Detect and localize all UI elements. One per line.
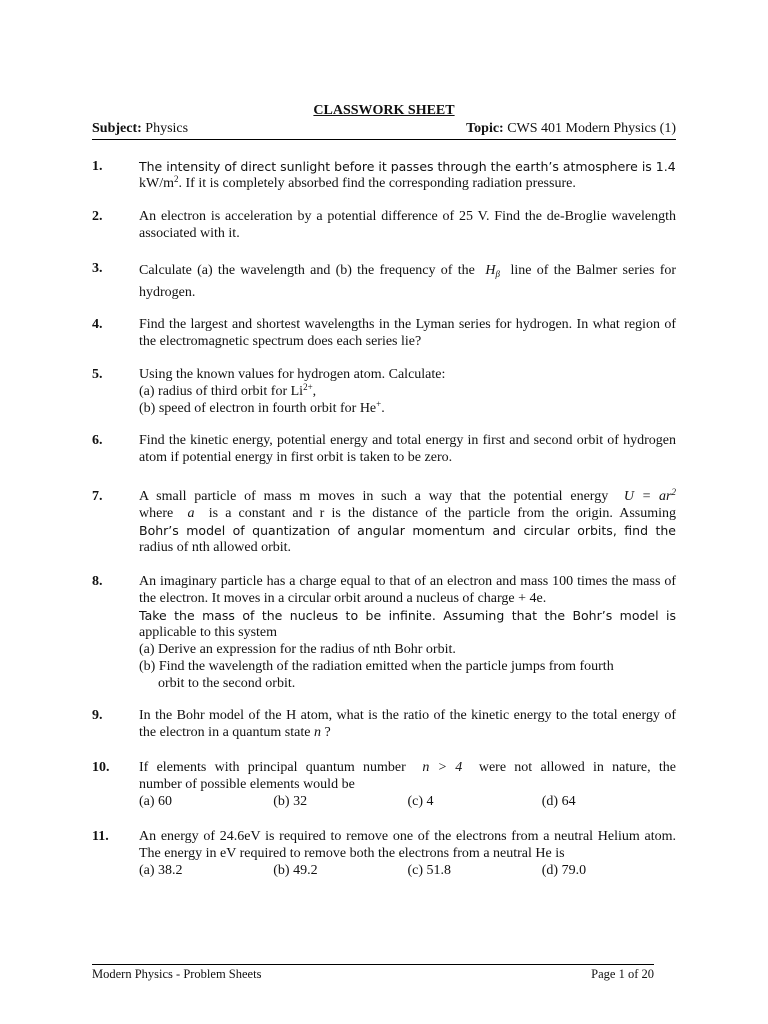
document-page: CLASSWORK SHEET Subject: Physics Topic: CWS 401 Modern Physics (1) 1. The intensity of direct sunlight before it passes through the earth’s atmosphere is 1.4 $kW/m^2$. If it is completely absorbed find the corresponding radiation pressure. 2. An electron is acceleration by a potential difference of 25 V. Find the de-Broglie wavelength associated with it. 3. Calculate (a) the wavelength and (b) the frequency of the $H_\beta$ line of the Balmer series for hydrogen. 4. Find the largest and shortest wavelengths in the Lyman series for hydrogen. In what region of the electromagnetic spectrum does each series lie? 5. Using the known values for hydrogen atom. Calculate: (a) radius of third orbit for $Li^{2+}$, (b) speed of electron in fourth orbit for He+. 6. Find the kinetic energy, potential energy and total energy in first and second orbit of hydrogen atom if potential energy in first orbit is taken to be zero. 7. A small particle of mass m moves in such a way that the potential energy $U = ar^2$ where a is a constant and r is the distance of the particle from the origin. Assuming Bohr’s model of quantization of angular momentum and circular orbits, find the radius of nth allowed orbit. 8. An imaginary particle has a charge equal to that of an electron and mass 100 times the mass of the electron. It moves in a circular orbit around a nucleus of charge + 4e. Take the mass of the nucleus to be infinite. Assuming that the Bohr’s model is applicable to this system (a) Derive an expression for the radius of nth Bohr orbit. (b) Find the wavelength of the radiation emitted when the particle jumps from fourth orbit to the second orbit. 9. In the Bohr model of the H atom, what is the ratio of the kinetic energy to the total energy of the electron in a quantum state n ? 10. If elements with principal quantum number n > 4 were not allowed in nature, the number of possible elements would be (a) 60 (b) 32 (c) 4 (d) 64 11. An energy of 24.6eV is required to remove one of the electrons from a neutral Helium atom. The energy in eV required to remove both the electrons from a neutral He is (a) 38.2 (b) 49.2 (c) 51.8 (d) 79.0 Modern Physics - Problem Sheets Page 1 of 20 — [0, 0, 768, 1024]
footer-title: Modern Physics - Problem Sheets — [92, 967, 262, 981]
option-d: (d) 64 — [541, 794, 576, 809]
topic: Topic: CWS 401 Modern Physics (1) — [466, 121, 676, 136]
option-d: (d) 79.0 — [541, 863, 587, 878]
option-b: (b) 49.2 — [273, 863, 318, 878]
page-footer — [92, 964, 654, 982]
option-c: (c) 4 — [407, 794, 434, 809]
page-number: Page 1 of 20 — [591, 967, 654, 981]
option-a: (a) 38.2 — [139, 863, 183, 878]
option-b: (b) 32 — [273, 794, 308, 809]
page-title: CLASSWORK SHEET — [313, 103, 455, 118]
option-c: (c) 51.8 — [407, 863, 452, 878]
answer-options — [139, 862, 676, 879]
sheet-header — [92, 121, 676, 140]
option-a: (a) 60 — [139, 794, 173, 809]
subject: Subject: Physics — [92, 121, 189, 136]
answer-options — [139, 793, 676, 810]
